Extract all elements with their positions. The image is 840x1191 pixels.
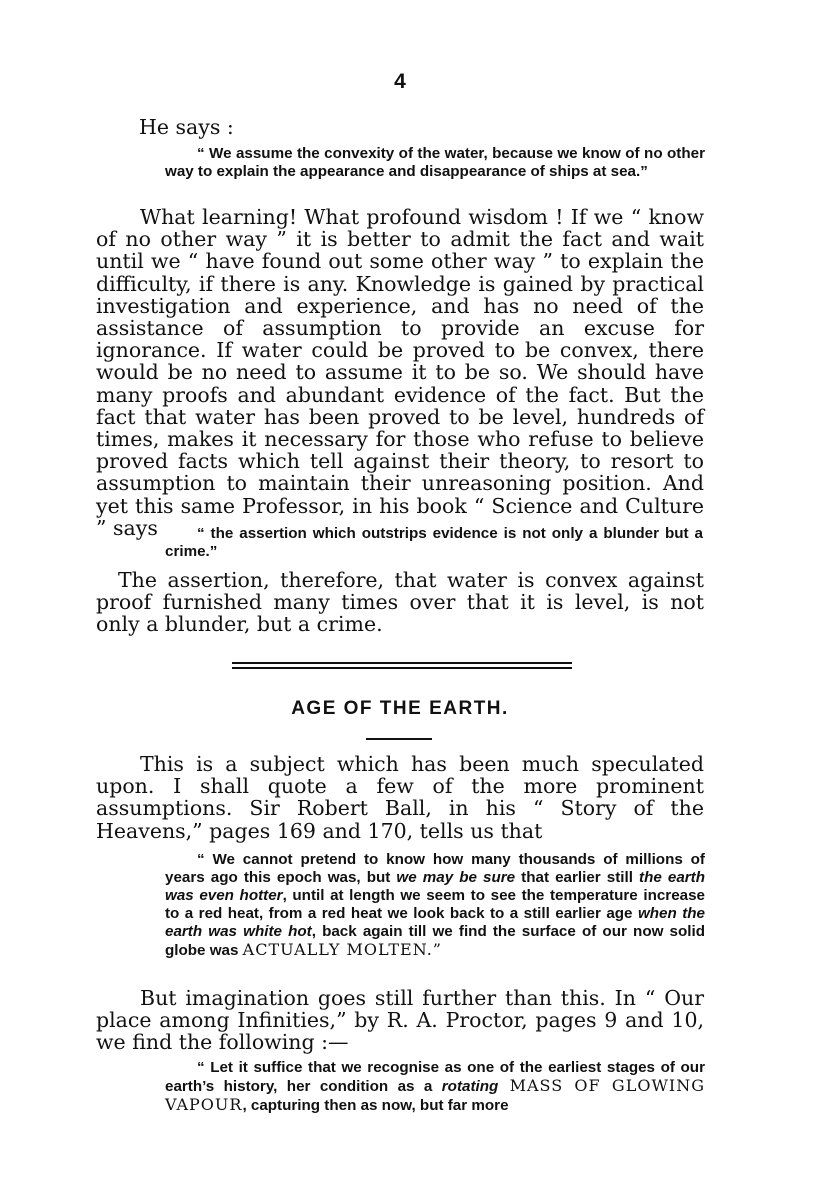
quote3-text-e: , until at length we seem to see the temperature increase to a red heat, from a red heat we look back to a still earlier age [165,887,705,922]
section-divider-bottom [232,667,572,669]
quote3-emphasis-3: when the earth was white hot [165,905,705,940]
paragraph-3: This is a subject which has been much speculated upon. I shall quote a few of the more prominent assumptions. Sir Robert Ball, in his “ Story of the Heavens,” pages 169 and 170, tells us that [96,752,704,843]
paragraph-1: What learning! What profound wisdom ! If we “ know of no other way ” it is better to admit the fact and wait until we “ have found out some other way ” to explain the difficulty, if there is any. Knowledge is gained by practical investigation and experience, and has no need of the assistance of assumption to provide an excuse for ignorance. If water could be proved to be convex, there would be no need to assume it to be so. We should have many proofs and abundant evidence of the fact. But the fact that water has been proved to be level, hundreds of times, makes it necessary for those who refuse to believe proved facts which tell against their theory, to resort to assumption to maintain their unreasoning position. And yet this same Professor, in his book “ Science and Culture ” says [96,205,704,540]
intro-text: He says : [139,115,234,139]
quote3-text-g: , back again till we find the surface of our now solid globe was [165,923,705,959]
quote3-caps: ACTUALLY MOLTEN.” [242,940,442,959]
quote4-caps: MASS OF GLOWING VAPOUR [165,1076,706,1114]
paragraph-2: The assertion, therefore, that water is convex against proof furnished many times over that it is level, is not only a blunder, but a crime. [96,568,704,637]
section-divider-top [232,662,572,664]
block-quote-1: “ We assume the convexity of the water, because we know of no other way to explain the appearance and disappearance of ships at sea.” [165,145,705,180]
block-quote-2: “ the assertion which outstrips evidence is not only a blunder but a crime.” [165,525,703,560]
quote3-text-c: that earlier still [515,869,640,886]
quote4-emphasis: rotating [441,1078,499,1095]
quote3-text-a: “ We cannot pretend to know how many thousands of millions of years ago this epoch was, but [165,851,705,886]
section-title: AGE OF THE EARTH. [291,698,509,719]
quote3-emphasis-1: we may be sure [396,869,516,886]
paragraph-4: But imagination goes still further than this. In “ Our place among Infinities,” by R. A. Proctor, pages 9 and 10, we find the following :— [96,986,704,1055]
block-quote-3 [165,851,705,960]
quote4-text-d: , capturing then as now, but far more [242,1097,509,1114]
quote3-emphasis-2: the earth was even hotter [165,869,706,904]
block-quote-4 [165,1059,705,1115]
page-number: 4 [394,70,406,93]
title-underline [366,738,432,740]
quote4-text-a: “ Let it suffice that we recognise as one of the earliest stages of our earth’s history, her condition as a [165,1059,705,1095]
